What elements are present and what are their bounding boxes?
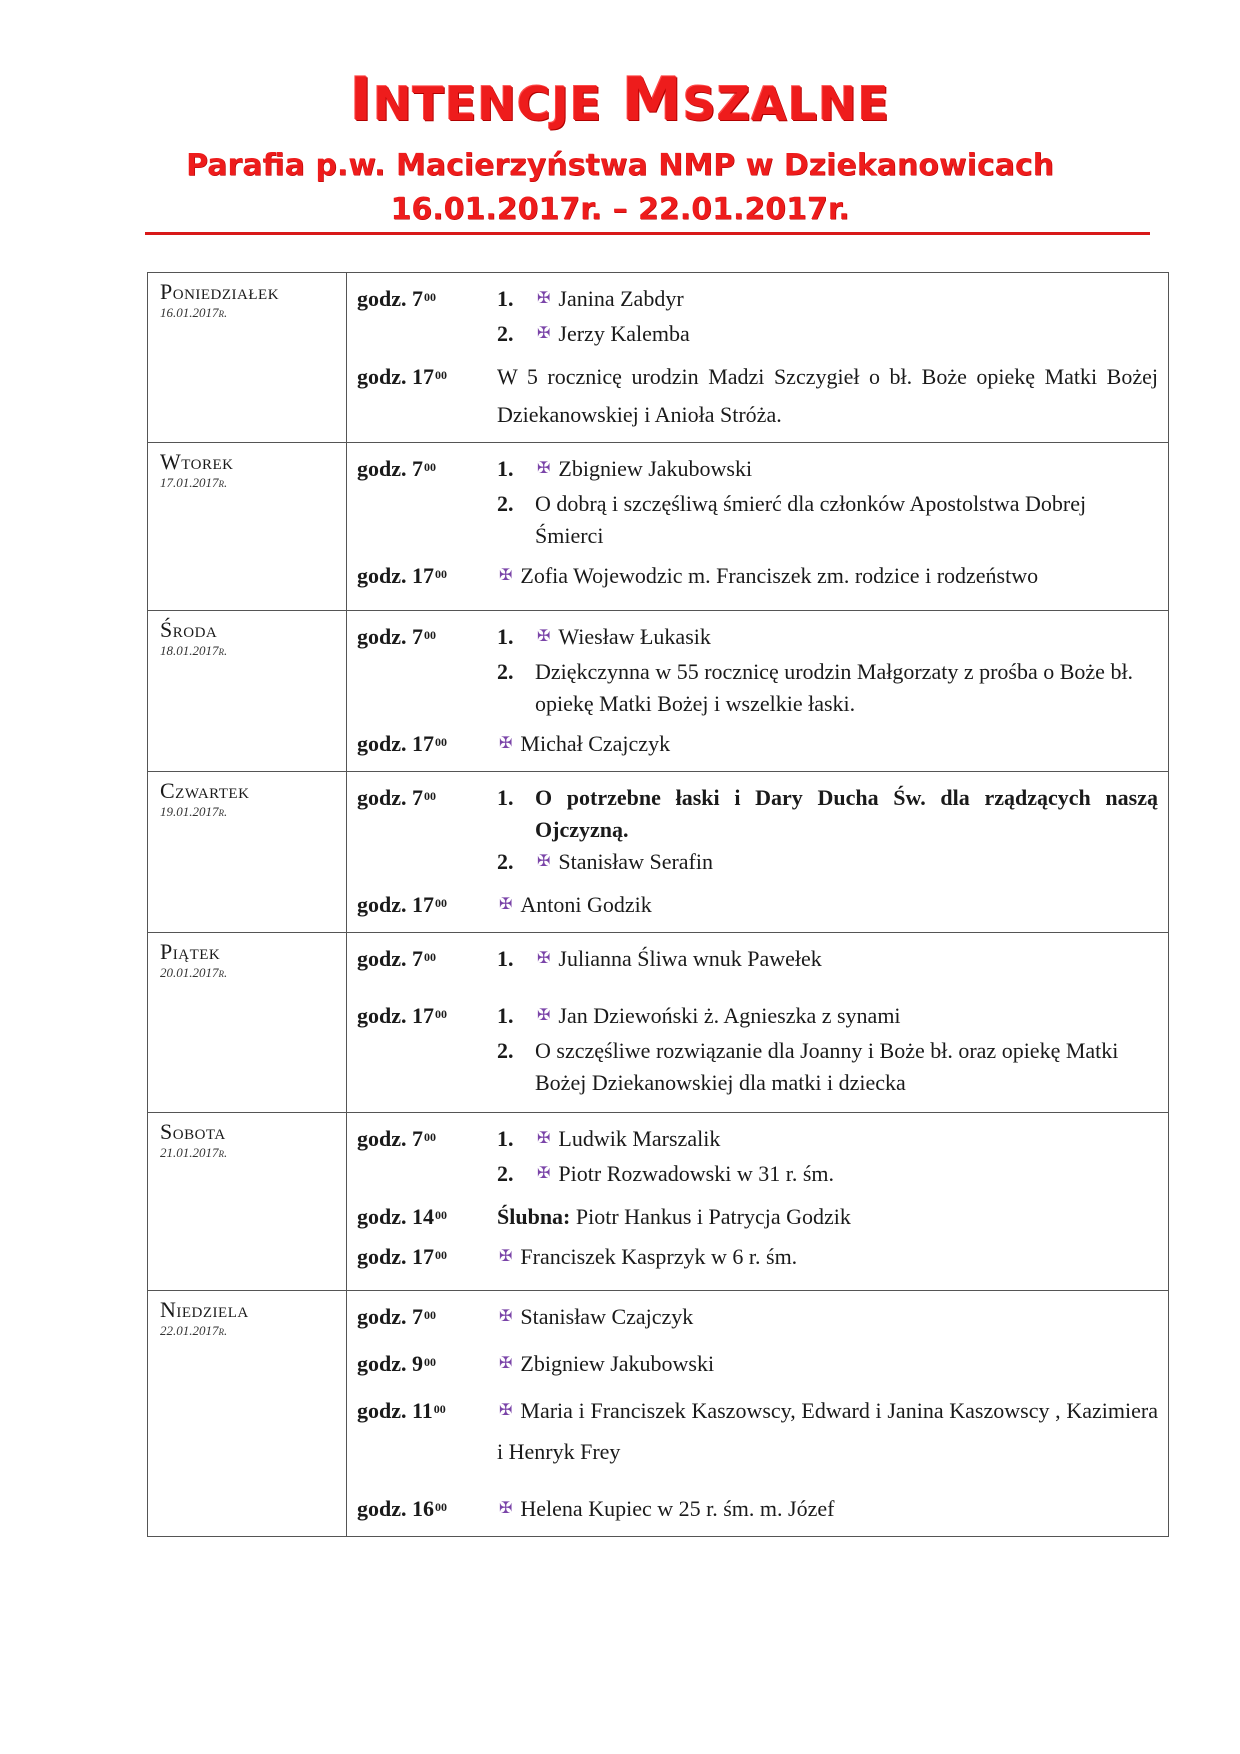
cross-icon: ✠ xyxy=(537,853,551,870)
day-row xyxy=(148,273,1169,443)
day-name: Niedziela xyxy=(160,1297,249,1322)
mass-intentions xyxy=(497,943,1168,978)
intention-item xyxy=(497,488,1158,552)
time-label: godz. xyxy=(357,892,407,917)
masses-cell xyxy=(347,443,1169,611)
time-label: godz. xyxy=(357,456,407,481)
item-number: 2. xyxy=(497,1038,514,1063)
intention-value: Wiesław Łukasik xyxy=(558,624,711,649)
mass-time xyxy=(347,1000,497,1032)
time-hour: 17 xyxy=(412,1244,434,1269)
day-date: 20.01.2017r. xyxy=(160,965,228,980)
day-date: 18.01.2017r. xyxy=(160,643,228,658)
day-row xyxy=(148,611,1169,772)
cross-icon: ✠ xyxy=(499,567,513,584)
intention-text xyxy=(497,560,1158,595)
mass-intentions xyxy=(497,560,1168,595)
title-word: SZALNE xyxy=(682,77,891,131)
time-label: godz. xyxy=(357,1244,407,1269)
time-label: godz. xyxy=(357,624,407,649)
time-label: godz. xyxy=(357,1496,407,1521)
day-row xyxy=(148,1291,1169,1537)
cross-icon: ✠ xyxy=(499,1308,513,1325)
cross-icon: ✠ xyxy=(537,290,551,307)
mass-slot xyxy=(347,1301,1168,1336)
item-number: 1. xyxy=(497,1003,514,1028)
mass-slot xyxy=(347,782,1168,881)
intention-item xyxy=(497,318,1158,353)
mass-slot xyxy=(347,560,1168,595)
cross-icon: ✠ xyxy=(537,950,551,967)
day-cell xyxy=(148,1113,347,1291)
mass-intentions xyxy=(497,728,1168,763)
intention-item xyxy=(497,283,1158,318)
item-number: 2. xyxy=(497,1161,514,1186)
mass-slot xyxy=(347,889,1168,924)
mass-time xyxy=(347,1348,497,1380)
cross-icon: ✠ xyxy=(499,1248,513,1265)
time-label: godz. xyxy=(357,731,407,756)
item-number: 2. xyxy=(497,659,514,684)
intention-value: Ludwik Marszalik xyxy=(558,1126,721,1151)
cross-icon: ✠ xyxy=(537,325,551,342)
time-minutes: 00 xyxy=(435,1500,447,1514)
intention-item xyxy=(497,1123,1158,1158)
time-minutes: 00 xyxy=(435,1208,447,1222)
masses-cell xyxy=(347,933,1169,1113)
cross-icon: ✠ xyxy=(537,1130,551,1147)
cross-icon: ✠ xyxy=(499,896,513,913)
intention-item xyxy=(497,621,1158,656)
time-label: godz. xyxy=(357,1304,407,1329)
intention-text xyxy=(535,1035,1158,1099)
intention-value: Antoni Godzik xyxy=(520,892,652,917)
mass-slot xyxy=(347,728,1168,763)
day-cell xyxy=(148,611,347,772)
mass-time xyxy=(347,283,497,315)
time-minutes: 00 xyxy=(435,567,447,581)
time-minutes: 00 xyxy=(424,950,436,964)
day-date: 19.01.2017r. xyxy=(160,804,228,819)
header-divider xyxy=(145,232,1150,235)
mass-intentions xyxy=(497,621,1168,720)
intention-text xyxy=(497,1348,1158,1383)
intention-value: W 5 rocznicę urodzin Madzi Szczygieł o bł. Boże opiekę Matki Bożej Dziekanowskiej i Anioła Stróża. xyxy=(497,364,1158,427)
day-row xyxy=(148,1113,1169,1291)
intention-text xyxy=(497,889,1158,924)
parish-subtitle: Parafia p.w. Macierzyństwa NMP w Dziekanowicach xyxy=(185,148,1055,183)
day-row xyxy=(148,443,1169,611)
time-hour: 7 xyxy=(412,1304,423,1329)
mass-slot xyxy=(347,361,1168,434)
item-number: 1. xyxy=(497,785,514,810)
mass-intentions xyxy=(497,1123,1168,1193)
intention-text xyxy=(535,846,1158,881)
time-label: godz. xyxy=(357,1003,407,1028)
wedding-label: Ślubna: xyxy=(497,1204,571,1229)
time-hour: 7 xyxy=(412,286,423,311)
title-word: NTENCJE xyxy=(373,77,603,131)
time-minutes: 00 xyxy=(424,1130,436,1144)
cross-icon: ✠ xyxy=(537,1165,551,1182)
mass-intentions xyxy=(497,1241,1168,1276)
mass-slot xyxy=(347,1000,1168,1099)
time-label: godz. xyxy=(357,286,407,311)
cross-icon: ✠ xyxy=(499,1500,513,1517)
intention-value: Janina Zabdyr xyxy=(558,286,684,311)
time-hour: 9 xyxy=(412,1351,423,1376)
masses-cell xyxy=(347,772,1169,933)
mass-slot xyxy=(347,453,1168,552)
mass-slot xyxy=(347,283,1168,353)
mass-time xyxy=(347,1123,497,1155)
intention-value: Jerzy Kalemba xyxy=(558,321,690,346)
intention-text xyxy=(497,1201,1158,1233)
mass-time xyxy=(347,1493,497,1525)
masses-cell xyxy=(347,1291,1169,1537)
time-label: godz. xyxy=(357,785,407,810)
time-hour: 16 xyxy=(412,1496,434,1521)
time-hour: 11 xyxy=(412,1398,433,1423)
mass-slot xyxy=(347,1395,1168,1471)
cross-icon: ✠ xyxy=(499,735,513,752)
mass-time xyxy=(347,361,497,393)
intention-value: O szczęśliwe rozwiązanie dla Joanny i Boże bł. oraz opiekę Matki Bożej Dziekanowskiej dla matki i dziecka xyxy=(535,1038,1119,1095)
intention-value: O dobrą i szczęśliwą śmierć dla członków Apostolstwa Dobrej Śmierci xyxy=(535,491,1087,548)
intention-value: Michał Czajczyk xyxy=(520,731,671,756)
day-row xyxy=(148,772,1169,933)
intention-value: Julianna Śliwa wnuk Pawełek xyxy=(558,946,822,971)
time-minutes: 00 xyxy=(433,1402,446,1416)
intention-value: Dziękczynna w 55 rocznicę urodzin Małgorzaty z prośba o Boże bł. opiekę Matki Bożej i wszelkie łaski. xyxy=(535,659,1134,716)
mass-intentions xyxy=(497,1201,1168,1233)
intention-value: Piotr Hankus i Patrycja Godzik xyxy=(570,1204,851,1229)
time-minutes: 00 xyxy=(424,290,436,304)
title-initial: I xyxy=(349,65,374,135)
mass-time xyxy=(347,728,497,760)
item-number: 1. xyxy=(497,624,514,649)
intention-text xyxy=(535,283,1158,318)
time-hour: 7 xyxy=(412,785,423,810)
time-minutes: 00 xyxy=(424,460,436,474)
time-minutes: 00 xyxy=(435,735,447,749)
mass-time xyxy=(347,621,497,653)
time-hour: 17 xyxy=(412,731,434,756)
time-hour: 17 xyxy=(412,563,434,588)
time-label: godz. xyxy=(357,1351,407,1376)
intention-value: Zofia Wojewodzic m. Franciszek zm. rodzice i rodzeństwo xyxy=(520,563,1039,588)
masses-cell xyxy=(347,273,1169,443)
item-number: 2. xyxy=(497,491,514,516)
cross-icon: ✠ xyxy=(499,1355,513,1372)
time-minutes: 00 xyxy=(424,628,436,642)
day-cell xyxy=(148,1291,347,1537)
mass-intentions xyxy=(497,1301,1168,1336)
intention-value: O potrzebne łaski i Dary Ducha Św. dla rządzących naszą Ojczyzną. xyxy=(535,785,1158,842)
intention-value: Piotr Rozwadowski w 31 r. śm. xyxy=(558,1161,835,1186)
time-minutes: 00 xyxy=(435,1248,447,1262)
intention-value: Stanisław Czajczyk xyxy=(520,1304,694,1329)
masses-cell xyxy=(347,1113,1169,1291)
mass-intentions xyxy=(497,453,1168,552)
intention-item xyxy=(497,453,1158,488)
intention-item xyxy=(497,656,1158,720)
intention-value: Zbigniew Jakubowski xyxy=(520,1351,715,1376)
time-hour: 17 xyxy=(412,1003,434,1028)
intention-text xyxy=(497,728,1158,763)
masses-cell xyxy=(347,611,1169,772)
day-name: Czwartek xyxy=(160,778,250,803)
intention-text xyxy=(535,318,1158,353)
item-number: 2. xyxy=(497,849,514,874)
time-hour: 14 xyxy=(412,1204,434,1229)
intention-text xyxy=(497,358,1158,434)
time-label: godz. xyxy=(357,1398,407,1423)
mass-slot xyxy=(347,1241,1168,1276)
intention-text xyxy=(535,453,1158,488)
day-date: 21.01.2017r. xyxy=(160,1145,228,1160)
intention-item xyxy=(497,943,1158,978)
mass-time xyxy=(347,889,497,921)
mass-time xyxy=(347,1395,497,1427)
day-name: Wtorek xyxy=(160,449,234,474)
time-minutes: 00 xyxy=(424,789,436,803)
item-number: 1. xyxy=(497,1126,514,1151)
intention-text xyxy=(535,943,1158,978)
intention-text xyxy=(497,1493,1158,1528)
mass-schedule-table xyxy=(147,272,1169,1537)
page-title xyxy=(0,65,1240,135)
day-date: 22.01.2017r. xyxy=(160,1323,228,1338)
mass-time xyxy=(347,1301,497,1333)
intention-text xyxy=(535,1158,1158,1193)
intention-item xyxy=(497,1000,1158,1035)
mass-slot xyxy=(347,943,1168,978)
time-minutes: 00 xyxy=(435,1007,447,1021)
mass-slot xyxy=(347,1201,1168,1233)
item-number: 2. xyxy=(497,321,514,346)
mass-intentions xyxy=(497,1395,1168,1471)
intention-item xyxy=(497,782,1158,846)
cross-icon: ✠ xyxy=(499,1402,513,1419)
mass-slot xyxy=(347,621,1168,720)
mass-intentions xyxy=(497,782,1168,881)
mass-time xyxy=(347,1241,497,1273)
day-date: 17.01.2017r. xyxy=(160,475,228,490)
cross-icon: ✠ xyxy=(537,460,551,477)
mass-time xyxy=(347,453,497,485)
time-label: godz. xyxy=(357,1204,407,1229)
item-number: 1. xyxy=(497,456,514,481)
item-number: 1. xyxy=(497,286,514,311)
intention-text xyxy=(497,1241,1158,1276)
intention-text xyxy=(497,1301,1158,1336)
day-cell xyxy=(148,273,347,443)
date-range: 16.01.2017r. – 22.01.2017r. xyxy=(390,192,850,227)
time-minutes: 00 xyxy=(424,1308,436,1322)
mass-intentions xyxy=(497,283,1168,353)
cross-icon: ✠ xyxy=(537,1007,551,1024)
day-name: Sobota xyxy=(160,1119,226,1144)
mass-time xyxy=(347,1201,497,1233)
mass-slot xyxy=(347,1348,1168,1383)
day-name: Środa xyxy=(160,617,218,642)
mass-time xyxy=(347,782,497,814)
day-cell xyxy=(148,772,347,933)
day-cell xyxy=(148,443,347,611)
mass-slot xyxy=(347,1123,1168,1193)
day-date: 16.01.2017r. xyxy=(160,305,228,320)
mass-intentions xyxy=(497,889,1168,924)
mass-intentions xyxy=(497,1000,1168,1099)
intention-text xyxy=(535,488,1158,552)
time-hour: 7 xyxy=(412,456,423,481)
mass-slot xyxy=(347,1493,1168,1528)
item-number: 1. xyxy=(497,946,514,971)
intention-value: Helena Kupiec w 25 r. śm. m. Józef xyxy=(520,1496,835,1521)
time-hour: 7 xyxy=(412,624,423,649)
intention-text xyxy=(535,621,1158,656)
day-name: Piątek xyxy=(160,939,221,964)
intention-text xyxy=(535,1123,1158,1158)
mass-time xyxy=(347,943,497,975)
intention-value: Zbigniew Jakubowski xyxy=(558,456,753,481)
time-hour: 7 xyxy=(412,1126,423,1151)
time-label: godz. xyxy=(357,1126,407,1151)
intention-text xyxy=(535,1000,1158,1035)
intention-value: Franciszek Kasprzyk w 6 r. śm. xyxy=(520,1244,798,1269)
mass-time xyxy=(347,560,497,592)
intention-value: Jan Dziewoński ż. Agnieszka z synami xyxy=(558,1003,901,1028)
intention-text xyxy=(535,656,1158,720)
intention-item xyxy=(497,1035,1158,1099)
mass-intentions xyxy=(497,361,1168,434)
time-minutes: 00 xyxy=(424,1355,436,1369)
time-minutes: 00 xyxy=(435,368,447,382)
intention-value: Stanisław Serafin xyxy=(558,849,713,874)
time-hour: 17 xyxy=(412,364,434,389)
mass-intentions xyxy=(497,1348,1168,1383)
title-initial: M xyxy=(622,65,683,135)
time-hour: 17 xyxy=(412,892,434,917)
intention-item xyxy=(497,846,1158,881)
intention-value: Maria i Franciszek Kaszowscy, Edward i Janina Kaszowscy , Kazimiera i Henryk Frey xyxy=(497,1398,1158,1464)
time-hour: 7 xyxy=(412,946,423,971)
day-row xyxy=(148,933,1169,1113)
mass-intentions xyxy=(497,1493,1168,1528)
time-minutes: 00 xyxy=(435,896,447,910)
day-cell xyxy=(148,933,347,1113)
intention-text xyxy=(497,1392,1158,1471)
time-label: godz. xyxy=(357,364,407,389)
time-label: godz. xyxy=(357,563,407,588)
cross-icon: ✠ xyxy=(537,628,551,645)
time-label: godz. xyxy=(357,946,407,971)
intention-item xyxy=(497,1158,1158,1193)
intention-text xyxy=(535,782,1158,846)
day-name: Poniedziałek xyxy=(160,279,280,304)
